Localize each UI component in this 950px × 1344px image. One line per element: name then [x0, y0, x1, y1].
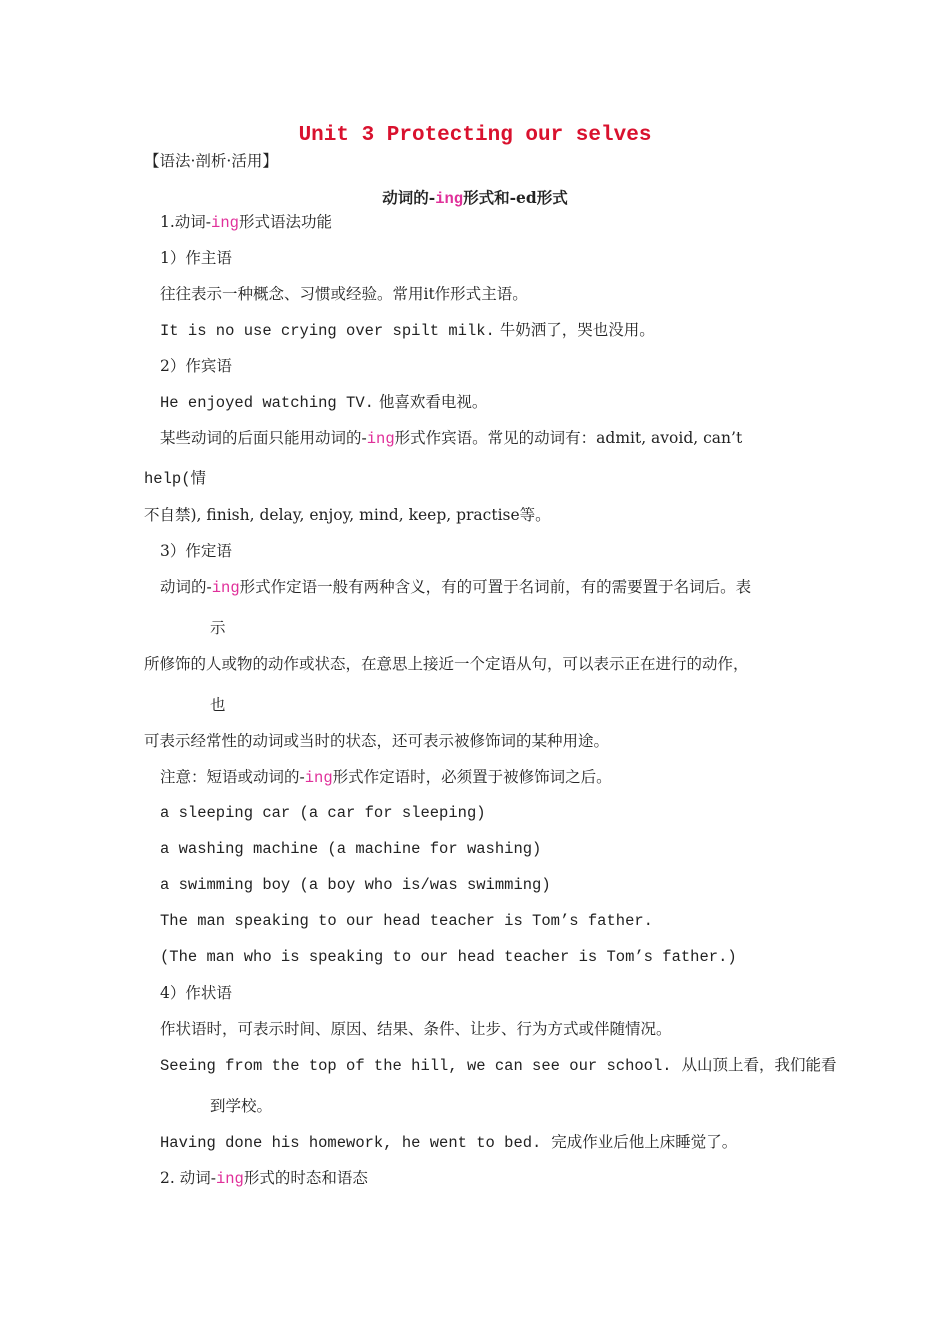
- example-sentence: He enjoyed watching TV. 他喜欢看电视。: [160, 393, 488, 412]
- note: 注意：短语或动词的-ing形式作定语时，必须置于被修饰词之后。: [160, 768, 612, 787]
- example-phrase: a washing machine (a machine for washing): [160, 840, 542, 858]
- paragraph: 某些动词的后面只能用动词的-ing形式作宾语。常见的动词有：admit, avoid, can’t: [160, 429, 743, 448]
- paragraph-continuation: 所修饰的人或物的动作或状态，在意思上接近一个定语从句，可以表示正在进行的动作，: [144, 655, 749, 673]
- paragraph-continuation: 到学校。: [210, 1097, 273, 1115]
- section-heading: 动词的-ing形式和-ed形式: [382, 188, 568, 208]
- heading-ing-tense-voice: 2. 动词-ing形式的时态和语态: [160, 1169, 368, 1188]
- paragraph-continuation: 示: [210, 619, 226, 637]
- paragraph-continuation: 不自禁), finish, delay, enjoy, mind, keep, practise等。: [144, 506, 551, 524]
- subheading-attribute: 3）作定语: [160, 542, 232, 560]
- subheading-subject: 1）作主语: [160, 249, 232, 267]
- example-sentence: Having done his homework, he went to bed. 完成作业后他上床睡觉了。: [160, 1133, 738, 1152]
- example-sentence: (The man who is speaking to our head teacher is Tom’s father.): [160, 948, 737, 966]
- example-sentence: The man speaking to our head teacher is Tom’s father.: [160, 912, 653, 930]
- paragraph: 作状语时，可表示时间、原因、结果、条件、让步、行为方式或伴随情况。: [160, 1020, 672, 1038]
- paragraph-continuation: help(情: [144, 470, 207, 488]
- page-title: Unit 3 Protecting our selves: [298, 124, 652, 147]
- paragraph-continuation: 也: [210, 696, 226, 714]
- subheading-adverbial: 4）作状语: [160, 984, 232, 1002]
- paragraph-continuation: 可表示经常性的动词或当时的状态，还可表示被修饰词的某种用途。: [144, 732, 610, 750]
- example-phrase: a swimming boy (a boy who is/was swimming): [160, 876, 551, 894]
- example-sentence: Seeing from the top of the hill, we can see our school. 从山顶上看，我们能看: [160, 1056, 837, 1075]
- example-sentence: It is no use crying over spilt milk. 牛奶洒了，哭也没用。: [160, 321, 655, 340]
- paragraph: 往往表示一种概念、习惯或经验。常用it作形式主语。: [160, 285, 528, 303]
- paragraph: 动词的-ing形式作定语一般有两种含义，有的可置于名词前，有的需要置于名词后。表: [160, 578, 752, 597]
- subheading-object: 2）作宾语: [160, 357, 232, 375]
- heading-ing-functions: 1.动词-ing形式语法功能: [160, 213, 332, 232]
- example-phrase: a sleeping car (a car for sleeping): [160, 804, 486, 822]
- section-label: 【语法·剖析·活用】: [144, 152, 278, 170]
